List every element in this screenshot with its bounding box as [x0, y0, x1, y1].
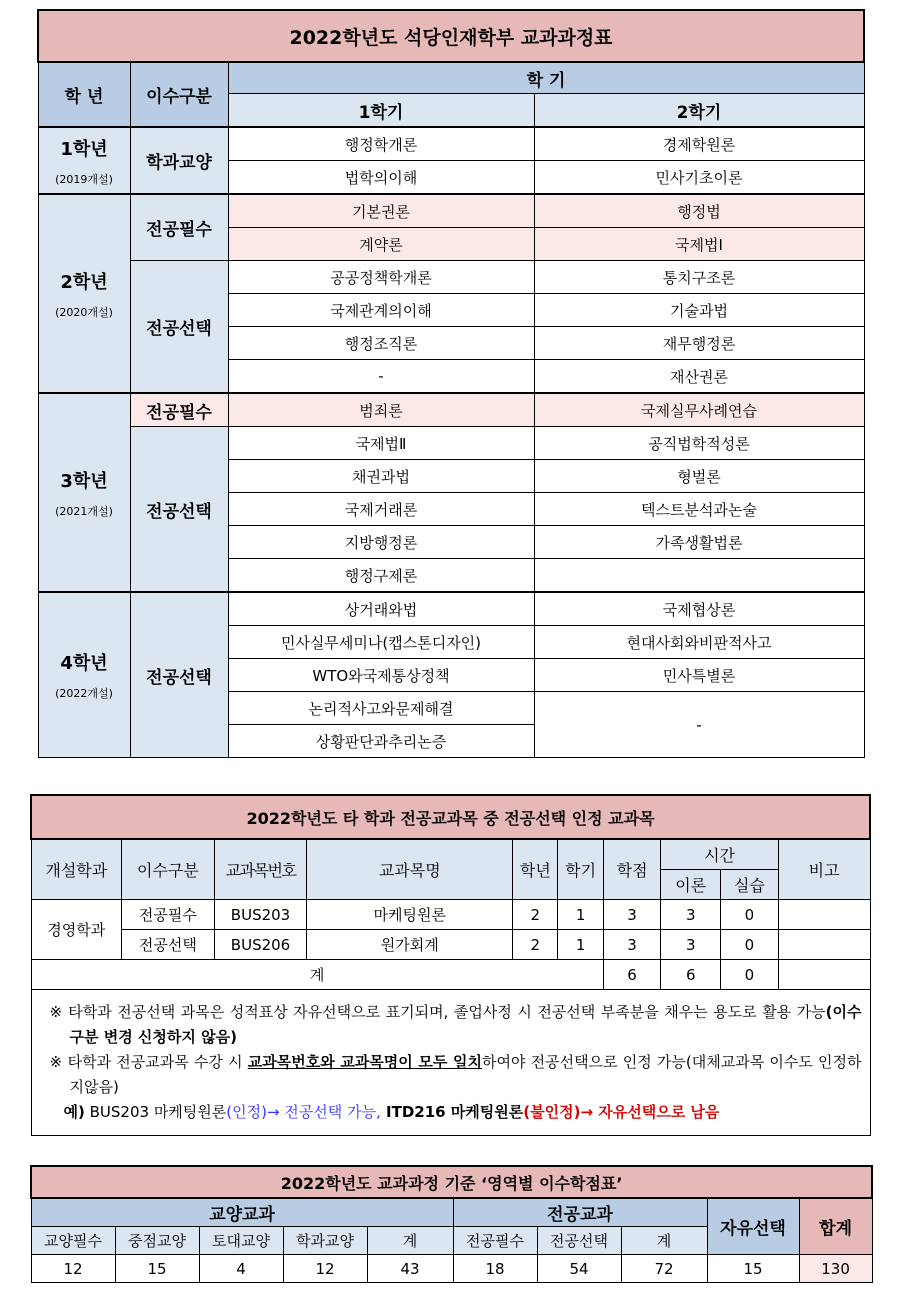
table-cell: 3	[603, 930, 661, 960]
course-cell: 채권과법	[228, 460, 534, 493]
course-cell: 형벌론	[534, 460, 864, 493]
course-cell: 현대사회와비판적사고	[534, 626, 864, 659]
example-b: (인정)→ 전공선택 가능,	[226, 1103, 381, 1121]
group-free: 자유선택	[707, 1198, 799, 1255]
notes-box	[31, 990, 870, 1136]
year-3-elective-category: 전공선택	[130, 427, 228, 593]
recognized-courses-table	[30, 794, 871, 1136]
curriculum-table	[37, 9, 865, 758]
credit-value: 15	[115, 1255, 199, 1283]
course-cell: 경제학원론	[534, 127, 864, 161]
table-cell: 원가회계	[307, 930, 513, 960]
year-2-elective-category: 전공선택	[130, 261, 228, 394]
table-cell: 2	[513, 930, 558, 960]
credit-value: 18	[453, 1255, 537, 1283]
note-1-bold: (이수구분 변경 신청하지 않음)	[69, 1003, 862, 1046]
table-cell: 전공선택	[122, 930, 215, 960]
year-3-cell	[38, 393, 130, 592]
year-3-opened: (2021개설)	[55, 504, 113, 518]
course-cell: 지방행정론	[228, 526, 534, 559]
note-2-post: 하여야 전공선택으로 인정 가능(대체교과목 이수도 인정하지않음)	[69, 1053, 862, 1096]
table-cell: 3	[603, 900, 661, 930]
credits-title: 2022학년도 교과과정 기준 ‘영역별 이수학점표’	[31, 1166, 872, 1198]
note-2-underline: 교과목번호와 교과목명이 모두 일치	[247, 1053, 482, 1071]
total-credit: 6	[603, 960, 661, 990]
table-cell: 3	[661, 930, 721, 960]
year-1-label: 1학년	[60, 138, 108, 160]
credit-value: 54	[537, 1255, 621, 1283]
course-cell: 민사기초이론	[534, 161, 864, 195]
course-cell: 민사실무세미나(캡스톤디자인)	[228, 626, 534, 659]
total-label: 계	[31, 960, 603, 990]
course-cell: 상황판단과추리논증	[228, 725, 534, 758]
year-2-required-category: 전공필수	[130, 194, 228, 261]
header-code: 교과목번호	[214, 839, 307, 900]
credits-table	[30, 1165, 873, 1283]
header-sem1: 1학기	[228, 94, 534, 128]
year-3-label: 3학년	[60, 470, 108, 492]
year-4-label: 4학년	[60, 653, 108, 674]
sub-header: 교양필수	[31, 1227, 115, 1255]
year-3-required-category: 전공필수	[130, 393, 228, 427]
note-example	[50, 1100, 862, 1125]
total-theory: 6	[661, 960, 721, 990]
course-cell: 행정학개론	[228, 127, 534, 161]
curriculum-title: 2022학년도 석당인재학부 교과과정표	[38, 10, 864, 62]
table-cell: 0	[721, 930, 779, 960]
table-cell: 0	[721, 900, 779, 930]
note-cell	[778, 900, 870, 930]
header-name: 교과목명	[307, 839, 513, 900]
course-cell: 민사특별론	[534, 659, 864, 692]
year-2-cell	[38, 194, 130, 393]
example-a: BUS203 마케팅원론	[84, 1103, 227, 1121]
table-cell: 3	[661, 900, 721, 930]
year-4-opened: (2022개설)	[55, 687, 113, 700]
course-cell: 가족생활법론	[534, 526, 864, 559]
header-theory: 이론	[661, 870, 721, 900]
table-cell: 전공필수	[122, 900, 215, 930]
course-cell: 재산권론	[534, 360, 864, 394]
table-cell: BUS203	[214, 900, 307, 930]
note-2-pre: ※ 타학과 전공교과목 수강 시	[49, 1053, 248, 1071]
header-practice: 실습	[721, 870, 779, 900]
course-cell: 재무행정론	[534, 327, 864, 360]
header-category: 이수구분	[130, 62, 228, 127]
header-year: 학년	[513, 839, 558, 900]
header-semester: 학기	[558, 839, 603, 900]
course-cell: 공공정책학개론	[228, 261, 534, 294]
credit-value: 72	[621, 1255, 707, 1283]
course-cell: 국제관계의이해	[228, 294, 534, 327]
header-semester: 학 기	[228, 62, 864, 94]
note-cell	[778, 930, 870, 960]
course-cell: 행정구제론	[228, 559, 534, 593]
course-cell: 행정조직론	[228, 327, 534, 360]
credit-total-value: 130	[799, 1255, 872, 1283]
header-category: 이수구분	[122, 839, 215, 900]
header-sem2: 2학기	[534, 94, 864, 128]
credit-value: 15	[707, 1255, 799, 1283]
header-year: 학 년	[38, 62, 130, 127]
course-cell: 계약론	[228, 228, 534, 261]
course-cell: 공직법학적성론	[534, 427, 864, 460]
sub-header: 계	[367, 1227, 453, 1255]
example-d: (불인정)→ 자유선택으로 남음	[523, 1103, 720, 1121]
sub-header: 전공선택	[537, 1227, 621, 1255]
sub-header: 토대교양	[199, 1227, 283, 1255]
example-c: ITD216 마케팅원론	[380, 1103, 524, 1121]
year-2-label: 2학년	[60, 271, 108, 293]
course-cell: 국제실무사례연습	[534, 393, 864, 427]
credit-value: 12	[31, 1255, 115, 1283]
header-note: 비고	[778, 839, 870, 900]
sub-header: 학과교양	[283, 1227, 367, 1255]
course-cell: WTO와국제통상정책	[228, 659, 534, 692]
course-cell: 국제법Ⅱ	[228, 427, 534, 460]
header-dept: 개설학과	[31, 839, 122, 900]
table-cell: 마케팅원론	[307, 900, 513, 930]
group-general: 교양교과	[31, 1198, 453, 1227]
course-cell: 통치구조론	[534, 261, 864, 294]
course-cell: 텍스트분석과논술	[534, 493, 864, 526]
year-4-elective-category: 전공선택	[130, 592, 228, 758]
sub-header: 중점교양	[115, 1227, 199, 1255]
year-1-opened: (2019개설)	[55, 172, 113, 186]
year-1-cell	[38, 127, 130, 194]
course-cell	[534, 559, 864, 593]
course-cell: 행정법	[534, 194, 864, 228]
header-time: 시간	[661, 839, 778, 870]
course-cell: -	[534, 692, 864, 758]
note-1	[50, 1000, 862, 1050]
header-credit: 학점	[603, 839, 661, 900]
sub-header: 계	[621, 1227, 707, 1255]
course-cell: 기술과법	[534, 294, 864, 327]
year-1-category: 학과교양	[130, 127, 228, 194]
table-cell: 2	[513, 900, 558, 930]
course-cell: 상거래와법	[228, 592, 534, 626]
course-cell: 법학의이해	[228, 161, 534, 195]
credit-value: 4	[199, 1255, 283, 1283]
note-2	[50, 1050, 862, 1100]
total-practice: 0	[721, 960, 779, 990]
example-label: 예)	[63, 1103, 85, 1121]
course-cell: -	[228, 360, 534, 394]
table-cell: BUS206	[214, 930, 307, 960]
note-1-text: ※ 타학과 전공선택 과목은 성적표상 자유선택으로 표기되며, 졸업사정 시 전공선택 부족분을 채우는 용도로 활용 가능	[49, 1003, 826, 1021]
group-major: 전공교과	[453, 1198, 707, 1227]
course-cell: 범죄론	[228, 393, 534, 427]
course-cell: 논리적사고와문제해결	[228, 692, 534, 725]
credit-value: 43	[367, 1255, 453, 1283]
group-total: 합계	[799, 1198, 872, 1255]
course-cell: 국제거래론	[228, 493, 534, 526]
course-cell: 국제법Ⅰ	[534, 228, 864, 261]
course-cell: 기본권론	[228, 194, 534, 228]
course-cell: 국제협상론	[534, 592, 864, 626]
table-cell: 1	[558, 900, 603, 930]
year-2-opened: (2020개설)	[55, 305, 113, 319]
credit-value: 12	[283, 1255, 367, 1283]
sub-header: 전공필수	[453, 1227, 537, 1255]
recognized-title: 2022학년도 타 학과 전공교과목 중 전공선택 인정 교과목	[31, 795, 870, 839]
note-cell	[778, 960, 870, 990]
table-cell: 1	[558, 930, 603, 960]
dept-cell: 경영학과	[31, 900, 122, 960]
year-4-cell	[38, 592, 130, 758]
